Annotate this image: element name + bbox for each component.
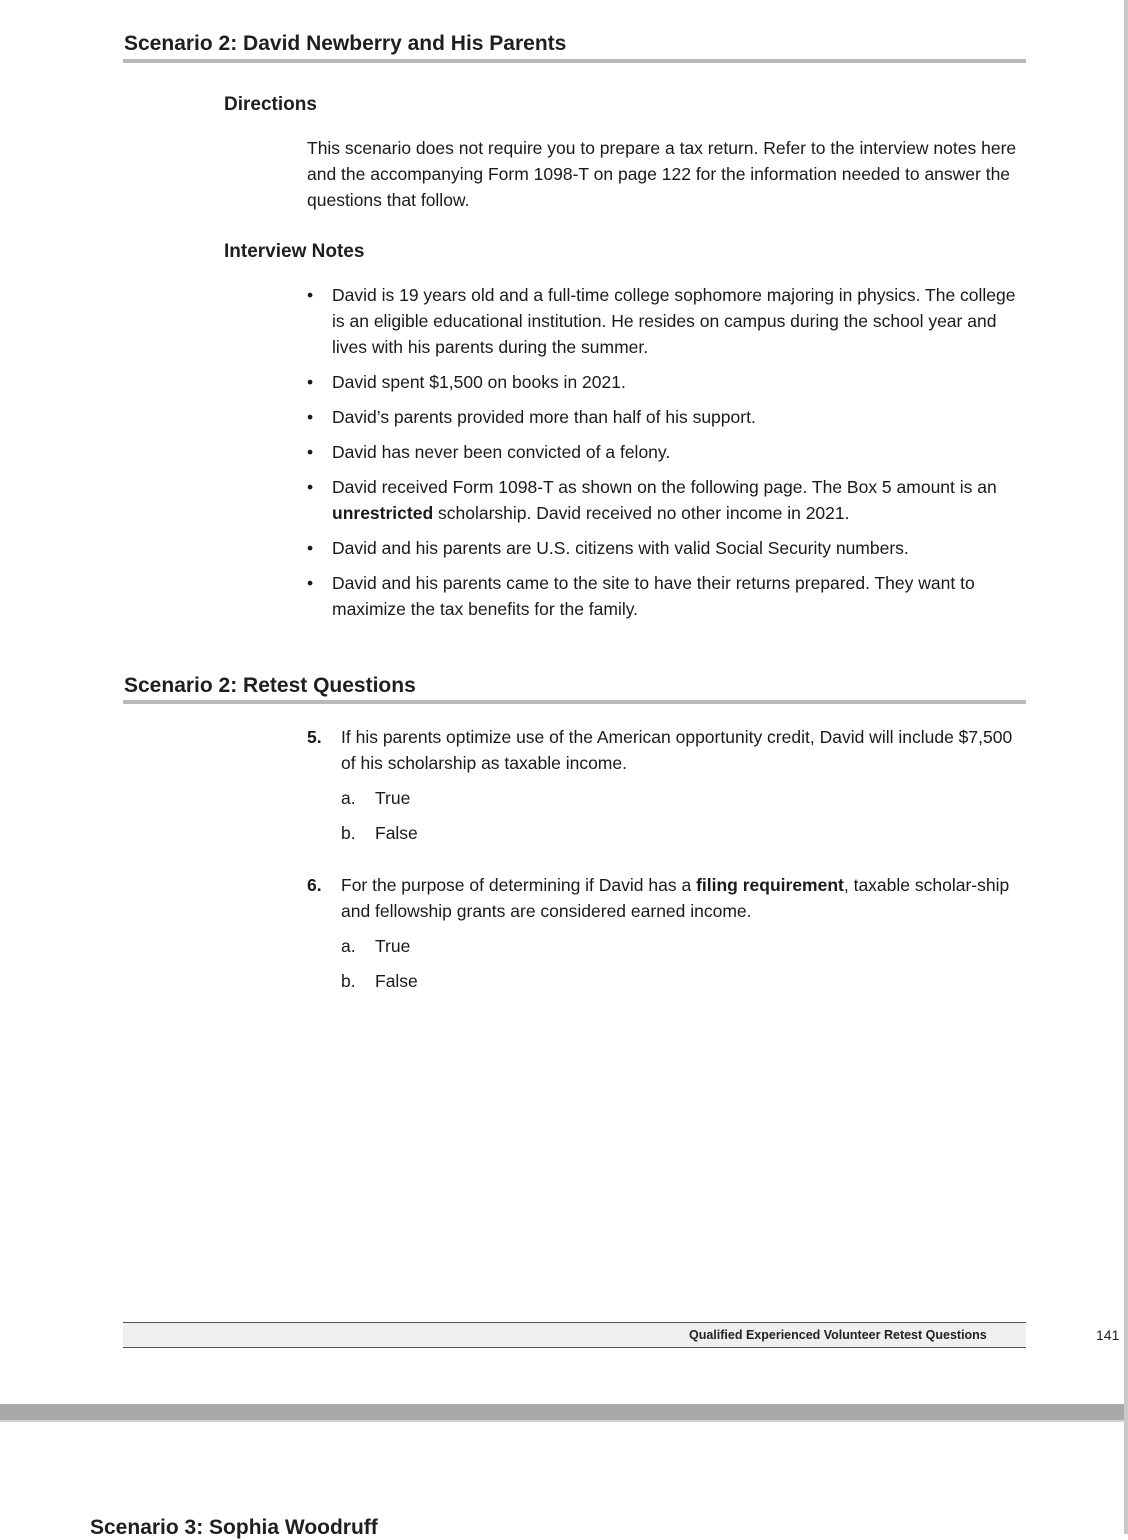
question-text-end: , taxable scholar-ship and fellowship grants are considered earned income. bbox=[341, 875, 1010, 921]
list-item bbox=[307, 474, 1027, 526]
list-item bbox=[307, 535, 1027, 561]
retest-title: Scenario 2: Retest Questions bbox=[124, 674, 416, 697]
section-rule bbox=[123, 700, 1026, 704]
page-number: 141 bbox=[1096, 1327, 1120, 1343]
answer-option-false[interactable] bbox=[341, 968, 1022, 994]
bullet-icon: • bbox=[307, 285, 314, 305]
question-number: 6. bbox=[307, 875, 322, 895]
question-text bbox=[341, 872, 1022, 924]
note-bold-term: unrestricted bbox=[332, 503, 434, 523]
bullet-icon: • bbox=[307, 477, 314, 497]
note-text: David is 19 years old and a full-time college sophomore majoring in physics. The college is an eligible educational institution. He resides on campus during the school year and lives with his parents during the summer. bbox=[332, 285, 1016, 357]
option-letter: a. bbox=[341, 788, 356, 808]
option-label: True bbox=[375, 788, 411, 808]
list-item bbox=[307, 570, 1027, 622]
interview-notes-list bbox=[307, 282, 1027, 631]
answer-option-true[interactable] bbox=[341, 785, 1022, 811]
bullet-icon: • bbox=[307, 573, 314, 593]
note-text: David and his parents came to the site to have their returns prepared. They want to maximize the tax benefits for the family. bbox=[332, 573, 975, 619]
question-number: 5. bbox=[307, 727, 322, 747]
option-letter: a. bbox=[341, 936, 356, 956]
bullet-icon: • bbox=[307, 442, 314, 462]
note-text: David and his parents are U.S. citizens with valid Social Security numbers. bbox=[332, 538, 909, 558]
next-page bbox=[0, 1422, 1124, 1539]
directions-heading: Directions bbox=[224, 94, 317, 115]
option-letter: b. bbox=[341, 823, 356, 843]
list-item bbox=[307, 282, 1027, 360]
option-label: True bbox=[375, 936, 411, 956]
bullet-icon: • bbox=[307, 538, 314, 558]
footer-title: Qualified Experienced Volunteer Retest Questions bbox=[689, 1328, 987, 1342]
note-text: David has never been convicted of a felony. bbox=[332, 442, 671, 462]
directions-text: This scenario does not require you to prepare a tax return. Refer to the interview notes here and the accompanying Form 1098-T on page 122 for the information needed to answer the questions that follow. bbox=[307, 138, 1017, 210]
bullet-icon: • bbox=[307, 372, 314, 392]
question-6 bbox=[307, 872, 1022, 994]
bullet-icon: • bbox=[307, 407, 314, 427]
interview-notes-heading: Interview Notes bbox=[224, 241, 365, 262]
option-letter: b. bbox=[341, 971, 356, 991]
scenario-title: Scenario 2: David Newberry and His Parents bbox=[124, 32, 567, 55]
page-footer bbox=[123, 1322, 1120, 1348]
note-text: David’s parents provided more than half of his support. bbox=[332, 407, 756, 427]
note-text-start: David received Form 1098-T as shown on the following page. The Box 5 amount is an bbox=[332, 477, 997, 497]
list-item bbox=[307, 439, 1027, 465]
section-rule bbox=[123, 59, 1026, 63]
option-label: False bbox=[375, 971, 418, 991]
viewer-scrollbar-edge bbox=[1124, 0, 1128, 1534]
option-label: False bbox=[375, 823, 418, 843]
question-bold-term: filing requirement bbox=[696, 875, 844, 895]
question-5 bbox=[307, 724, 1022, 846]
list-item bbox=[307, 404, 1027, 430]
question-text: If his parents optimize use of the American opportunity credit, David will include $7,500 of his scholarship as taxable income. bbox=[341, 727, 1013, 773]
question-text-start: For the purpose of determining if David has a bbox=[341, 875, 697, 895]
next-scenario-title: Scenario 3: Sophia Woodruff bbox=[90, 1516, 378, 1539]
answer-option-true[interactable] bbox=[341, 933, 1022, 959]
page-separator bbox=[0, 1404, 1124, 1422]
list-item bbox=[307, 369, 1027, 395]
answer-option-false[interactable] bbox=[341, 820, 1022, 846]
note-text: David spent $1,500 on books in 2021. bbox=[332, 372, 626, 392]
note-text-end: scholarship. David received no other income in 2021. bbox=[433, 503, 850, 523]
